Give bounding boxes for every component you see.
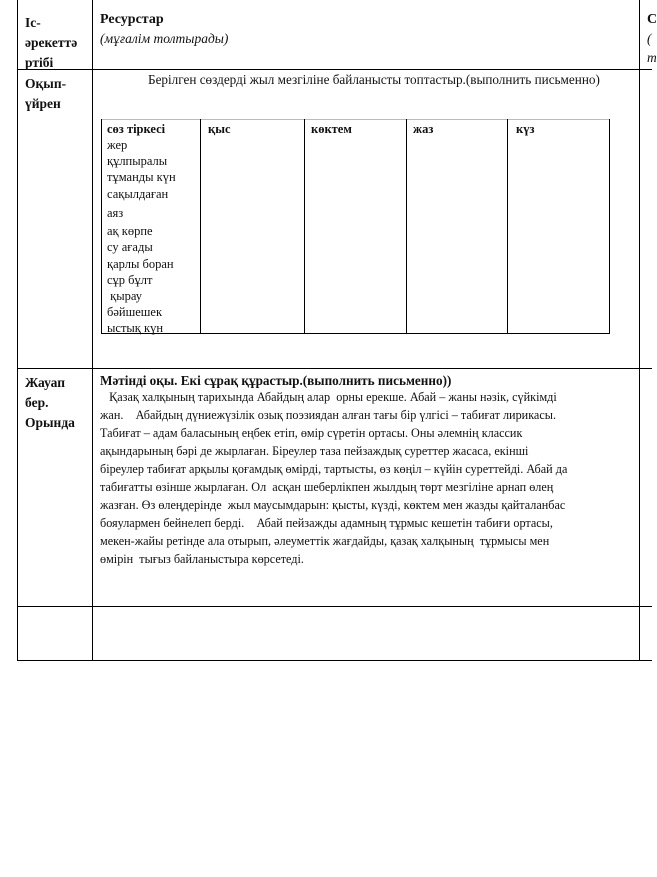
word-item: су ағады <box>107 240 153 254</box>
row-divider-1 <box>17 368 652 369</box>
word-item: аяз <box>107 206 124 220</box>
reading-task: Мәтінді оқы. Екі сұрақ құрастыр.(выполнить письменно)) <box>100 373 452 388</box>
inner-col-2 <box>304 119 305 334</box>
inner-header-phrase: сөз тіркесі <box>107 122 166 136</box>
text-line: Табиғат – адам баласының еңбек етіп, өмір сүретін ортасы. Оны әлемнің классик <box>100 426 523 440</box>
col-divider-2 <box>639 0 640 661</box>
inner-table-top <box>101 119 610 120</box>
text-line: біреулер табиғат арқылы қоғамдық өмірді, тартысты, өз көңіл – күйін суреттейді. Абай да <box>100 462 568 476</box>
column-header-resources-note: (мұғалім толтырады) <box>100 31 229 46</box>
text-line: өмірін тығыз байланыстыра көрсетеді. <box>100 552 304 566</box>
inner-col-right <box>609 119 610 334</box>
inner-header-autumn: күз <box>516 122 535 136</box>
word-item: жер <box>107 138 128 152</box>
row-divider-2 <box>17 606 652 607</box>
column-header-fragment: С <box>647 12 657 27</box>
word-item: сақылдаған <box>107 187 169 201</box>
row-label-study: Оқып- үйрен <box>25 76 67 111</box>
table-bottom-border <box>17 660 652 661</box>
word-item: тұманды күн <box>107 170 176 184</box>
column-header-resources: Ресурстар <box>100 12 164 27</box>
word-item: бәйшешек <box>107 305 163 319</box>
word-item: құлпыралы <box>107 154 168 168</box>
word-item: ыстық күн <box>107 321 164 335</box>
inner-col-3 <box>406 119 407 334</box>
inner-col-left <box>101 119 102 334</box>
row-label-answer: Жауап бер. Орында <box>25 375 75 430</box>
column-header-order: Іс- әрекеттә ртібі <box>25 15 78 70</box>
grouping-instruction: Берілген сөздерді жыл мезгіліне байланысты топтастыр.(выполнить письменно) <box>148 72 600 87</box>
column-header-fragment-note: ( <box>647 31 652 46</box>
row-divider-header <box>17 69 652 70</box>
inner-col-1 <box>200 119 201 334</box>
col-divider-1 <box>92 0 93 661</box>
inner-header-spring: көктем <box>311 122 352 136</box>
inner-table-bottom <box>101 333 610 334</box>
text-line: жазған. Өз өлеңдерінде жыл маусымдарын: қысты, күзді, көктем мен жазды қайталанбас <box>100 498 566 512</box>
table-left-border <box>17 0 18 661</box>
text-line: бояулармен бейнелеп берді. Абай пейзажды адамның тұрмыс кешетін табиғи ортасы, <box>100 516 553 530</box>
text-line: табиғатты өзінше жырлаған. Ол асқан шеберлікпен жылдың төрт мезгіліне арнап өлең <box>100 480 554 494</box>
text-line: Қазақ халқының тарихында Абайдың алар орны ерекше. Абай – жаны нәзік, сүйкімді <box>100 390 557 404</box>
text-line: ақындарының бәрі де жырлаған. Біреулер таза пейзаждық суреттер жасаса, екінші <box>100 444 529 458</box>
inner-header-summer: жаз <box>413 122 434 136</box>
inner-col-4 <box>507 119 508 334</box>
text-line: жан. Абайдың дүниежүзілік озық поэзиядан алған тағы бір үлгісі – табиғат лирикасы. <box>100 408 556 422</box>
text-line: мекен-жайы ретінде ала отырып, әлеуметтік жағдайды, қазақ халқының тұрмысы мен <box>100 534 550 548</box>
word-item: ақ көрпе <box>107 224 153 238</box>
column-header-fragment-note-2: т <box>647 50 657 65</box>
word-item: қарлы боран <box>107 257 174 271</box>
word-item: сұр бұлт <box>107 273 153 287</box>
inner-header-winter: қыс <box>208 122 231 136</box>
word-item: қырау <box>107 289 143 303</box>
